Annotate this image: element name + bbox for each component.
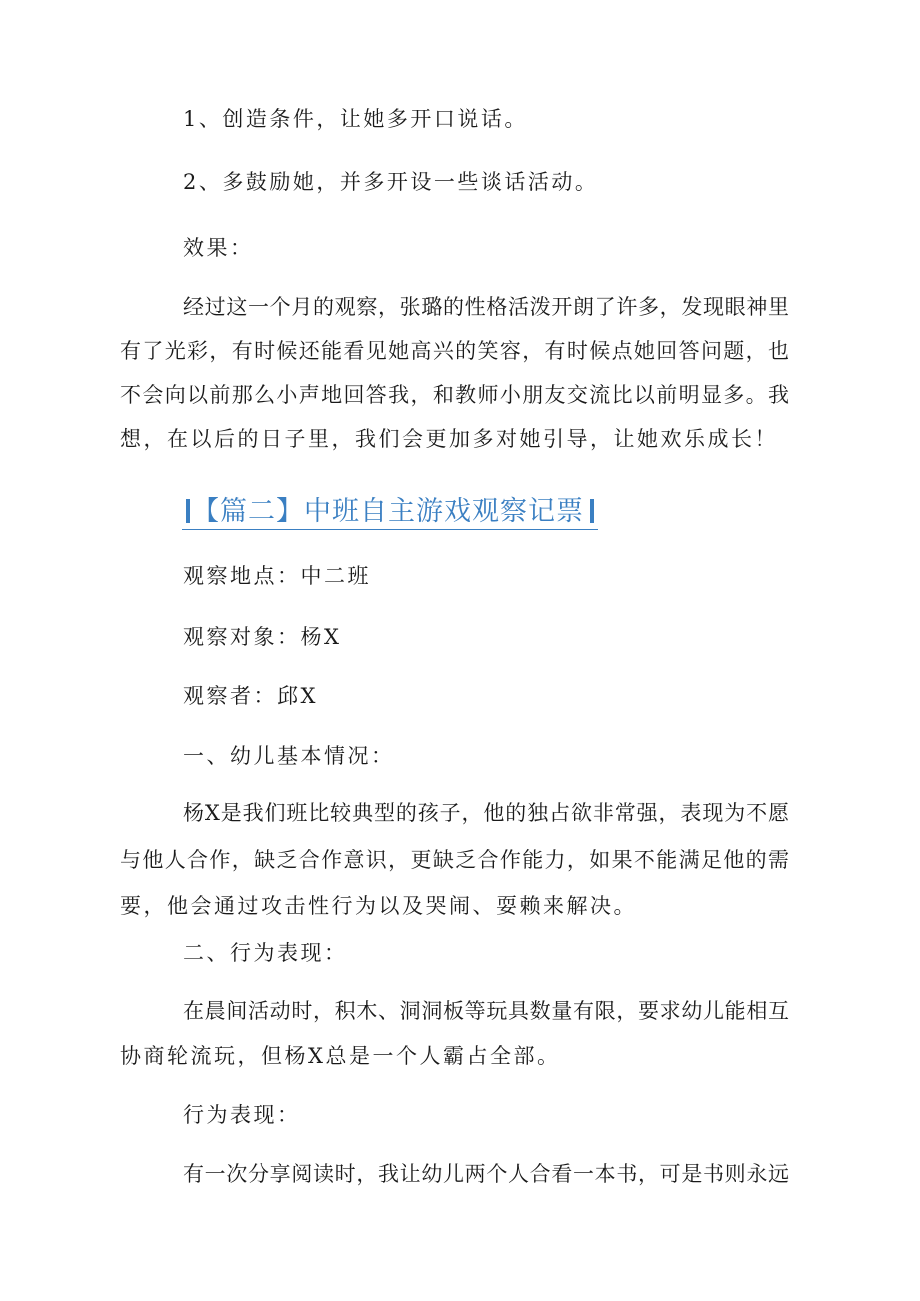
paragraph-effect-line: 不会向以前那么小声地回答我，和教师小朋友交流比以前明显多。我 (120, 383, 789, 407)
part2-line: 协商轮流玩，但杨X总是一个人霸占全部。 (120, 1044, 561, 1068)
heading-bar-left (186, 499, 190, 523)
part2-line: 在晨间活动时，积木、洞洞板等玩具数量有限，要求幼儿能相互 (183, 999, 789, 1023)
part3-title: 行为表现： (183, 1103, 301, 1127)
meta-subject: 观察对象：杨X (183, 625, 342, 649)
meta-observer: 观察者：邱X (183, 684, 318, 708)
paragraph-step-1: 1、创造条件，让她多开口说话。 (183, 107, 528, 131)
section-heading-text: 【篇二】中班自主游戏观察记票 (192, 496, 584, 527)
part3-line: 有一次分享阅读时，我让幼儿两个人合看一本书，可是书则永远 (183, 1162, 789, 1186)
part2-title: 二、行为表现： (183, 941, 348, 965)
paragraph-effect-line: 有了光彩，有时候还能看见她高兴的笑容，有时候点她回答问题，也 (120, 339, 789, 363)
part1-line: 杨X是我们班比较典型的孩子，他的独占欲非常强，表现为不愿 (183, 801, 789, 825)
part1-line: 要，他会通过攻击性行为以及哭闹、耍赖来解决。 (120, 894, 637, 918)
paragraph-effect-label: 效果： (183, 236, 254, 260)
meta-location: 观察地点：中二班 (183, 564, 371, 588)
part1-title: 一、幼儿基本情况： (183, 744, 395, 768)
part1-line: 与他人合作，缺乏合作意识，更缺乏合作能力，如果不能满足他的需 (120, 848, 789, 872)
paragraph-effect-line: 想，在以后的日子里，我们会更加多对她引导，让她欢乐成长！ (120, 427, 778, 451)
section-heading-link[interactable] (182, 496, 598, 530)
paragraph-effect-line: 经过这一个月的观察，张璐的性格活泼开朗了许多，发现眼神里 (183, 295, 789, 319)
paragraph-step-2: 2、多鼓励她，并多开设一些谈话活动。 (183, 170, 599, 194)
heading-bar-right (590, 499, 594, 523)
